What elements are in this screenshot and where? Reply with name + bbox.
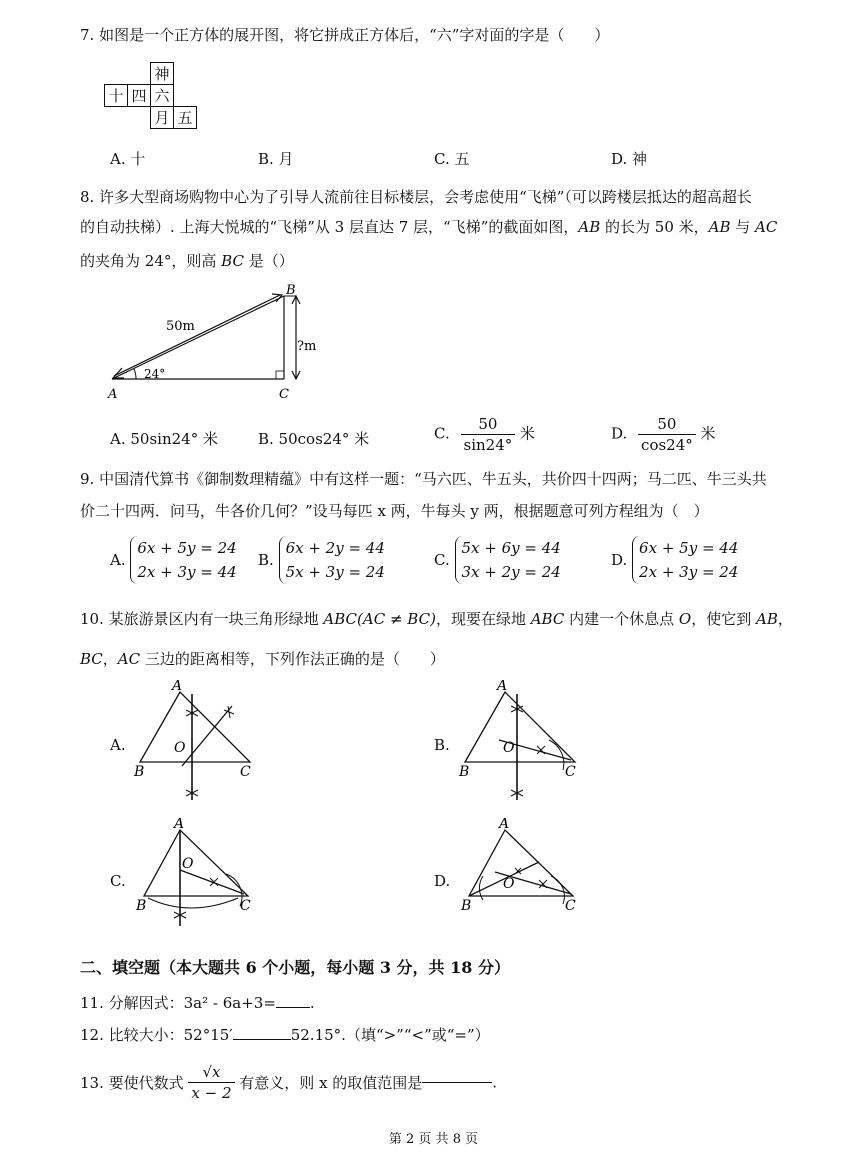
section-title: 二、填空题（本大题共 6 个小题，每小题 3 分，共 18 分） — [80, 958, 510, 977]
q10-figure-b[interactable] — [455, 680, 585, 805]
escalator-figure — [100, 282, 330, 402]
q12-answer-blank[interactable] — [233, 1039, 291, 1040]
q8-line1: 8. 许多大型商场购物中心为了引导人流前往目标楼层，会考虑使用“飞梯”（可以跨楼层抵达的超高超长 — [80, 188, 752, 206]
net-cell: 五 — [174, 107, 197, 129]
q11: 11. 分解因式：3a² - 6a+3= . — [80, 994, 315, 1012]
pt-a: A — [174, 818, 185, 832]
q13: 13. 要使代数式 $\frac{√x}{x - 2}$ 有意义，则 x 的取值范围是 . — [80, 1063, 498, 1102]
cube-net — [104, 62, 197, 129]
net-cell: 十 — [105, 85, 128, 107]
q10-option-d-label[interactable]: D. — [434, 872, 451, 890]
q8-option-c[interactable]: C. $\frac{50}{\sin 24^\circ}$ 米 — [434, 415, 536, 454]
q10-line2: BC，AC 三边的距离相等，下列作法正确的是（ ） — [80, 650, 445, 668]
label-height: ?m — [297, 339, 317, 354]
pt-a: A — [172, 680, 183, 694]
net-cell: 四 — [128, 85, 151, 107]
q7-option-d[interactable]: D. 神 — [611, 150, 648, 168]
q10-option-a-label[interactable]: A. — [110, 736, 126, 754]
net-cell: 月 — [151, 107, 174, 129]
q9-option-d[interactable]: D. 6x + 5y = 44 2x + 3y = 24 — [611, 536, 738, 584]
q13-answer-blank[interactable] — [422, 1082, 492, 1083]
pt-o: O — [503, 740, 515, 756]
pt-c: C — [240, 764, 251, 780]
q10-option-b-label[interactable]: B. — [434, 736, 450, 754]
q12: 12. 比较大小：52°15′ 52.15°.（填“>”“<”或“=”） — [80, 1026, 490, 1044]
q8-line2: 的自动扶梯）. 上海大悦城的“飞梯”从 3 层直达 7 层，“飞梯”的截面如图，AB 的长为 50 米，AB 与 AC — [80, 218, 778, 236]
q7-option-b[interactable]: B. 月 — [258, 150, 294, 168]
pt-a: A — [497, 680, 508, 694]
page-footer: 第 2 页 共 8 页 — [388, 1132, 479, 1147]
pt-c: C — [565, 764, 576, 780]
pt-a: A — [499, 818, 510, 832]
q9-line1: 9. 中国清代算书《御制数理精蕴》中有这样一题：“马六匹、牛五头，共价四十四两；马二匹、牛三头共 — [80, 470, 767, 488]
q10-figure-c[interactable] — [130, 818, 260, 930]
pt-o: O — [182, 856, 194, 872]
q7-option-a[interactable]: A. 十 — [110, 150, 146, 168]
pt-b: B — [459, 764, 470, 780]
q9-option-a[interactable]: A. 6x + 5y = 24 2x + 3y = 44 — [110, 536, 237, 584]
q9-line2: 价二十四两．问马，牛各价几何？”设马每匹 x 两，牛每头 y 两，根据题意可列方程组为（ ） — [80, 502, 709, 520]
q9-option-c[interactable]: C. 5x + 6y = 44 3x + 2y = 24 — [434, 536, 561, 584]
q10-line1: 10. 某旅游景区内有一块三角形绿地 ABC(AC ≠ BC)，现要在绿地 ABC 内建一个休息点 O，使它到 AB， — [80, 610, 793, 628]
q9-option-b[interactable]: B. 6x + 2y = 44 5x + 3y = 24 — [258, 536, 385, 584]
pt-b: B — [461, 898, 472, 914]
pt-c: C — [565, 898, 576, 914]
q7-option-c[interactable]: C. 五 — [434, 150, 470, 168]
label-length: 50m — [166, 319, 195, 334]
q8-option-d[interactable]: D. $\frac{50}{\cos 24^\circ}$ 米 — [611, 415, 716, 454]
q11-answer-blank[interactable] — [276, 1007, 310, 1008]
pt-o: O — [503, 876, 515, 892]
pt-c: C — [240, 898, 251, 914]
label-angle: 24° — [144, 367, 166, 381]
pt-o: O — [174, 740, 186, 756]
q8-option-b[interactable]: B. 50cos24° 米 — [258, 430, 370, 448]
label-a: A — [108, 387, 118, 402]
pt-b: B — [136, 898, 147, 914]
q8-option-a[interactable]: A. 50sin24° 米 — [110, 430, 218, 448]
net-cell: 神 — [151, 63, 174, 85]
q10-option-c-label[interactable]: C. — [110, 872, 126, 890]
q10-figure-a[interactable] — [130, 680, 260, 805]
q8-line3: 的夹角为 24°，则高 BC 是（） — [80, 252, 294, 270]
q10-figure-d[interactable] — [455, 818, 585, 930]
label-b: B — [286, 283, 296, 298]
net-cell: 六 — [151, 85, 174, 107]
label-c: C — [279, 387, 289, 402]
pt-b: B — [134, 764, 145, 780]
q7-stem: 7. 如图是一个正方体的展开图，将它拼成正方体后，“六”字对面的字是（ ） — [80, 26, 610, 44]
